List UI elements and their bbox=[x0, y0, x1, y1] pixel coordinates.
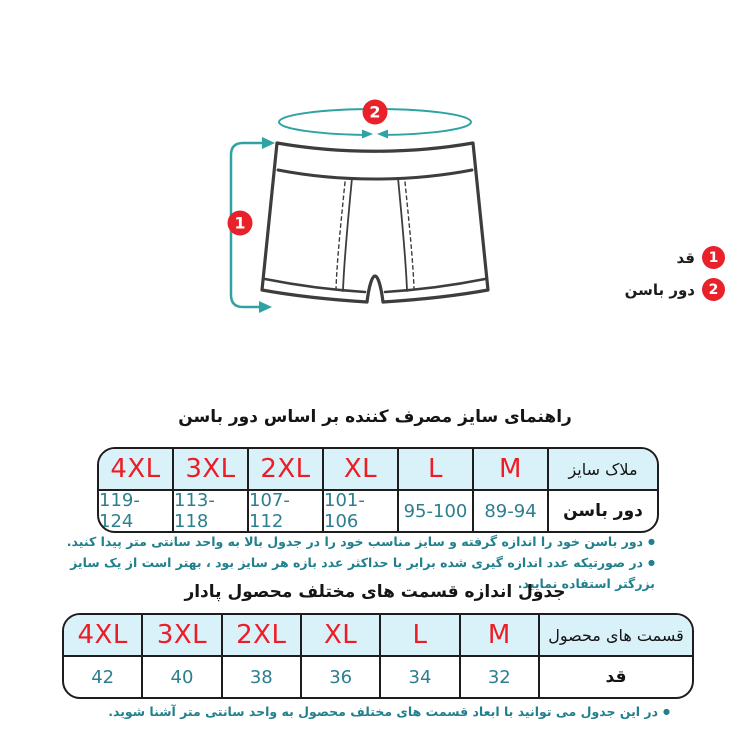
table-value-row bbox=[99, 491, 657, 531]
diagram-badge-height bbox=[228, 211, 253, 236]
size-guide-table bbox=[97, 447, 659, 533]
hip-range-cell: 101-106 bbox=[322, 491, 397, 531]
hip-range-cell: 89-94 bbox=[472, 491, 547, 531]
row-label-cell: قد bbox=[538, 657, 692, 697]
size-l: L bbox=[412, 620, 428, 650]
size-header-cell bbox=[172, 449, 247, 489]
criteria-header-cell: ملاک سایز bbox=[547, 449, 657, 489]
product-measure-table bbox=[62, 613, 694, 699]
hip-range-cell: 113-118 bbox=[172, 491, 247, 531]
measurement-legend bbox=[625, 246, 725, 301]
hip-range-cell: 95-100 bbox=[397, 491, 472, 531]
length-value-cell: 38 bbox=[221, 657, 300, 697]
size-3xl: 3XL bbox=[185, 454, 236, 484]
size-3xl: 3XL bbox=[156, 620, 208, 650]
size-header-cell bbox=[397, 449, 472, 489]
boxer-shorts-diagram bbox=[215, 90, 515, 320]
note-size-up: ● در صورتیکه عدد اندازه گیری شده برابر با حداکثر عدد بازه هر سایز بود ، بهتر است از یک سایز بزرگتر استفاده نمایید. bbox=[30, 552, 655, 594]
size-header-cell bbox=[472, 449, 547, 489]
row-label-cell: دور باسن bbox=[547, 491, 657, 531]
size-header-cell bbox=[459, 615, 538, 655]
badge-number-2: 2 bbox=[369, 102, 381, 122]
legend-label-height: قد bbox=[676, 248, 695, 267]
size-2xl: 2XL bbox=[260, 454, 311, 484]
length-value-cell: 32 bbox=[459, 657, 538, 697]
product-measure-note bbox=[30, 701, 670, 722]
size-header-cell bbox=[141, 615, 220, 655]
size-header-cell bbox=[322, 449, 397, 489]
note-measure-hip: ● دور باسن خود را اندازه گرفته و سایز مناسب خود را در جدول بالا به واحد سانتی متر پیدا کنید. bbox=[30, 531, 655, 552]
size-header-cell bbox=[300, 615, 379, 655]
size-4xl: 4XL bbox=[77, 620, 128, 650]
table-header-row bbox=[99, 449, 657, 491]
size-xl: XL bbox=[324, 620, 358, 650]
legend-item-height bbox=[677, 246, 726, 269]
hip-range-cell: 119-124 bbox=[99, 491, 140, 531]
badge-number-1: 1 bbox=[234, 213, 246, 233]
legend-item-hip bbox=[625, 278, 725, 301]
parts-header-cell: قسمت های محصول bbox=[538, 615, 692, 655]
size-header-cell bbox=[64, 615, 141, 655]
product-measure-title: جدول اندازه قسمت های مختلف محصول پادار bbox=[184, 582, 566, 602]
table-header-row bbox=[64, 615, 692, 657]
size-4xl: 4XL bbox=[110, 454, 161, 484]
size-guide-title: راهنمای سایز مصرف کننده بر اساس دور باسن bbox=[178, 407, 572, 427]
hip-range-cell: 107-112 bbox=[247, 491, 322, 531]
size-header-cell bbox=[221, 615, 300, 655]
length-value-cell: 40 bbox=[141, 657, 220, 697]
note-dimensions-info: ● در این جدول می توانید با ابعاد قسمت های مختلف محصول به واحد سانتی متر آشنا شوید. bbox=[30, 701, 670, 722]
shorts-outline bbox=[262, 143, 488, 302]
size-2xl: 2XL bbox=[236, 620, 287, 650]
length-value-cell: 42 bbox=[91, 666, 115, 688]
length-value-cell: 36 bbox=[300, 657, 379, 697]
table-value-row bbox=[64, 657, 692, 697]
size-header-cell bbox=[379, 615, 458, 655]
size-xl: XL bbox=[343, 454, 378, 484]
length-value-cell: 34 bbox=[379, 657, 458, 697]
diagram-badge-hip bbox=[363, 100, 388, 125]
size-m: M bbox=[487, 620, 511, 650]
legend-badge-1: 1 bbox=[702, 246, 725, 269]
legend-label-hip: دور باسن bbox=[624, 280, 695, 299]
size-l: L bbox=[428, 454, 443, 484]
size-header-cell bbox=[99, 449, 172, 489]
legend-badge-2: 2 bbox=[702, 278, 725, 301]
size-m: M bbox=[499, 454, 522, 484]
size-header-cell bbox=[247, 449, 322, 489]
